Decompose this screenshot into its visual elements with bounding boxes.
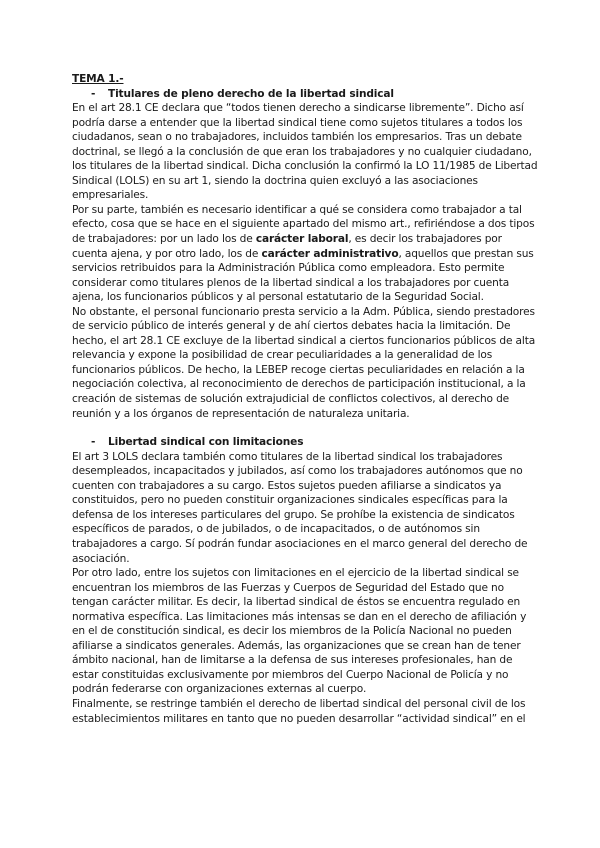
section-heading-text: Titulares de pleno derecho de la libertad sindical: [108, 87, 394, 100]
bold-term: carácter administrativo: [261, 247, 399, 260]
section-heading-text: Libertad sindical con limitaciones: [108, 436, 304, 449]
paragraph: El art 3 LOLS declara también como titulares de la libertad sindical los trabajadores desempleados, incapacitados y jubilados, así como los trabajadores autónomos que no cuenten con trabajadores a su cargo. Estos sujetos pueden afiliarse a sindicatos ya constituidos, pero no pueden constituir organizaciones sindicales específicas para la defensa de los intereses particulares del grupo. Se prohíbe la existencia de sindicatos específicos de parados, o de jubilados, o de incapacitados, o de autónomos sin trabajadores a cargo. Sí podrán fundar asociaciones en el marco general del derecho de asociación.: [72, 450, 528, 565]
paragraph-text: Por su parte, también es necesario identificar a qué se considera como trabajador a tal efecto, cosa que se hace en el siguiente apartado del mismo art., refiriéndose a dos tipos de trabajadores: por un lado los de: [72, 203, 535, 246]
section-heading-2: [72, 435, 540, 450]
paragraph: [72, 203, 540, 305]
list-dash: -: [91, 87, 96, 100]
document-title: TEMA 1.-: [72, 73, 124, 85]
bold-term: carácter laboral: [255, 233, 349, 246]
section-heading-1: [72, 87, 540, 102]
paragraph: No obstante, el personal funcionario presta servicio a la Adm. Pública, siendo prestadores de servicio público de interés general y de ahí ciertos debates hacia la limitación. De hecho, el art 28.1 CE excluye de la libertad sindical a ciertos funcionarios públicos de alta relevancia y expone la posibilidad de crear peculiaridades a la generalidad de los funcionarios públicos. De hecho, la LEBEP recoge ciertas peculiaridades en relación a la negociación colectiva, al reconocimiento de derechos de participación institucional, a la creación de sistemas de solución extrajudicial de conflictos colectivos, al derecho de reunión y a los órganos de representación de naturaleza unitaria.: [72, 305, 536, 420]
paragraph-text: , es decir los trabajadores por cuenta ajena, y por otro lado, los de: [72, 233, 502, 260]
list-dash: -: [91, 436, 96, 449]
paragraph-text: , aquellos que prestan sus servicios retribuidos para la Administración Pública como empleadora. Esto permite considerar como titulares plenos de la libertad sindical a los trabajadores por cuenta ajena, los funcionarios públicos y al personal estatutario de la Seguridad Social.: [72, 247, 534, 304]
paragraph: En el art 28.1 CE declara que “todos tienen derecho a sindicarse libremente”. Dicho así podría darse a entender que la libertad sindical tiene como sujetos titulares a todos los ciudadanos, sean o no trabajadores, incluidos también los empresarios. Tras un debate doctrinal, se llegó a la conclusión de que eran los trabajadores y no cualquier ciudadano, los titulares de la libertad sindical. Dicha conclusión la confirmó la LO 11/1985 de Libertad Sindical (LOLS) en su art 1, siendo la doctrina quien excluyó a las asociaciones empresariales.: [72, 102, 538, 202]
paragraph: Por otro lado, entre los sujetos con limitaciones en el ejercicio de la libertad sindical se encuentran los miembros de las Fuerzas y Cuerpos de Seguridad del Estado que no tengan carácter militar. Es decir, la libertad sindical de éstos se encuentra regulado en normativa específica. Las limitaciones más intensas se dan en el derecho de afiliación y en el de constitución sindical, es decir los miembros de la Policía Nacional no pueden afiliarse a sindicatos generales. Además, las organizaciones que se crean han de tener ámbito nacional, han de limitarse a la defensa de sus intereses profesionales, han de estar constituidas exclusivamente por miembros del Cuerpo Nacional de Policía y no podrán federarse con organizaciones externas al cuerpo.: [72, 567, 527, 696]
spacer: [72, 421, 540, 435]
paragraph: Finalmente, se restringe también el derecho de libertad sindical del personal civil de los establecimientos militares en tanto que no pueden desarrollar “actividad sindical” en el: [72, 697, 526, 725]
